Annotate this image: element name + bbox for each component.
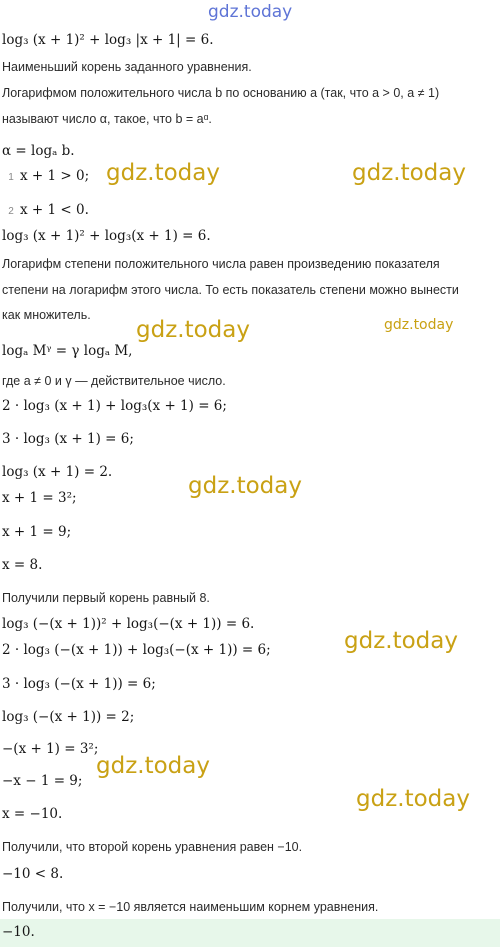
watermark: gdz.today xyxy=(136,317,250,343)
equation-line: log₃ (x + 1)² + log₃(x + 1) = 6. xyxy=(2,228,211,244)
text-line: Наименьший корень заданного уравнения. xyxy=(2,60,252,74)
equation-line: 3 · log₃ (−(x + 1)) = 6; xyxy=(2,676,156,692)
equation-line: logₐ Mᵞ = γ logₐ M, xyxy=(2,343,133,359)
equation-line: log₃ (−(x + 1))² + log₃(−(x + 1)) = 6. xyxy=(2,616,255,632)
equation-line: 2 · log₃ (−(x + 1)) + log₃(−(x + 1)) = 6; xyxy=(2,642,271,658)
text-line: Получили, что второй корень уравнения равен −10. xyxy=(2,840,303,854)
equation-line: log₃ (−(x + 1)) = 2; xyxy=(2,709,135,725)
text-line: Получили первый корень равный 8. xyxy=(2,591,210,605)
watermark: gdz.today xyxy=(188,473,302,499)
answer-line: −10. xyxy=(2,924,35,940)
text-line: называют число α, такое, что b = aᵅ. xyxy=(2,112,212,126)
text-line: Логарифм степени положительного числа равен произведению показателя xyxy=(2,257,440,271)
case-text: x + 1 < 0. xyxy=(20,202,89,218)
equation-line: log₃ (x + 1) = 2. xyxy=(2,464,113,480)
text-line: степени на логарифм этого числа. То есть показатель степени можно вынести xyxy=(2,283,459,297)
watermark: gdz.today xyxy=(106,160,220,186)
case-line-1 xyxy=(2,168,89,184)
case-text: x + 1 > 0; xyxy=(20,168,90,184)
case-line-2 xyxy=(2,202,89,218)
text-line: Логарифмом положительного числа b по основанию a (так, что a > 0, a ≠ 1) xyxy=(2,86,440,100)
equation-line: 3 · log₃ (x + 1) = 6; xyxy=(2,431,134,447)
equation-line: x + 1 = 9; xyxy=(2,524,72,540)
watermark: gdz.today xyxy=(344,628,458,654)
equation-line: x = −10. xyxy=(2,806,63,822)
watermark: gdz.today xyxy=(96,753,210,779)
equation-line: log₃ (x + 1)² + log₃ |x + 1| = 6. xyxy=(2,32,214,48)
equation-line: −10 < 8. xyxy=(2,866,64,882)
watermark: gdz.today xyxy=(384,317,454,333)
watermark-top: gdz.today xyxy=(208,2,293,22)
equation-line: −x − 1 = 9; xyxy=(2,773,83,789)
watermark: gdz.today xyxy=(356,786,470,812)
equation-line: α = logₐ b. xyxy=(2,143,75,159)
text-line: где a ≠ 0 и γ — действительное число. xyxy=(2,374,226,388)
watermark: gdz.today xyxy=(352,160,466,186)
equation-line: x = 8. xyxy=(2,557,43,573)
case-number: 2 xyxy=(8,206,14,217)
text-line: Получили, что x = −10 является наименьшим корнем уравнения. xyxy=(2,900,379,914)
equation-line: 2 · log₃ (x + 1) + log₃(x + 1) = 6; xyxy=(2,398,227,414)
equation-line: x + 1 = 3²; xyxy=(2,490,77,506)
answer-highlight xyxy=(0,919,500,947)
equation-line: −(x + 1) = 3²; xyxy=(2,741,99,757)
text-line: как множитель. xyxy=(2,308,91,322)
case-number: 1 xyxy=(8,172,14,183)
